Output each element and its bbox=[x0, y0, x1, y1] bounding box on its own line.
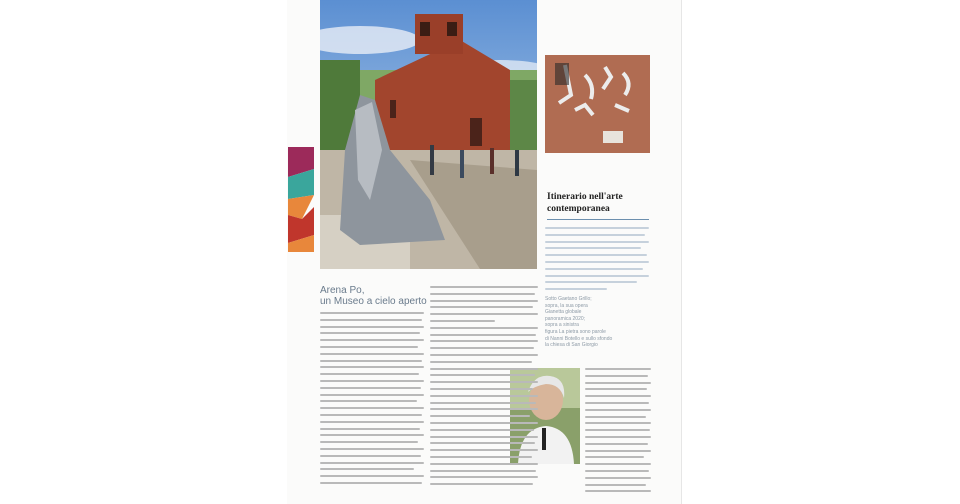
article-heading bbox=[320, 285, 430, 307]
article-heading-line-2: un Museo a cielo aperto bbox=[320, 296, 427, 307]
article-heading-line-1: Arena Po, bbox=[320, 285, 365, 296]
decorative-graphic bbox=[288, 147, 314, 252]
side-heading: Itinerario nell'arte contemporanea bbox=[547, 192, 623, 214]
church-and-sculpture-photo bbox=[320, 0, 537, 269]
body-column-1-placeholder bbox=[320, 312, 424, 489]
caption-line: la chiesa di San Giorgio bbox=[545, 342, 598, 349]
heading-rule bbox=[547, 219, 649, 220]
caption-line: di Nanni Botello e sullo sfondo bbox=[545, 335, 613, 342]
photo-caption bbox=[545, 296, 650, 349]
caption-line: sopra a sinistra bbox=[545, 322, 579, 329]
caption-line: Gianetta globale bbox=[545, 309, 582, 316]
body-column-2-placeholder bbox=[430, 286, 538, 490]
wall-sculpture-photo bbox=[545, 55, 650, 153]
caption-line: Sotto Gaetano Grillo; bbox=[545, 296, 592, 302]
caption-line: sopra, la sua opera bbox=[545, 302, 588, 309]
side-body-text-placeholder bbox=[545, 227, 649, 295]
body-column-3-placeholder bbox=[585, 368, 651, 497]
caption-line: panoramica 2020; bbox=[545, 315, 586, 322]
caption-line: figura La pietra sono parole bbox=[545, 328, 606, 335]
